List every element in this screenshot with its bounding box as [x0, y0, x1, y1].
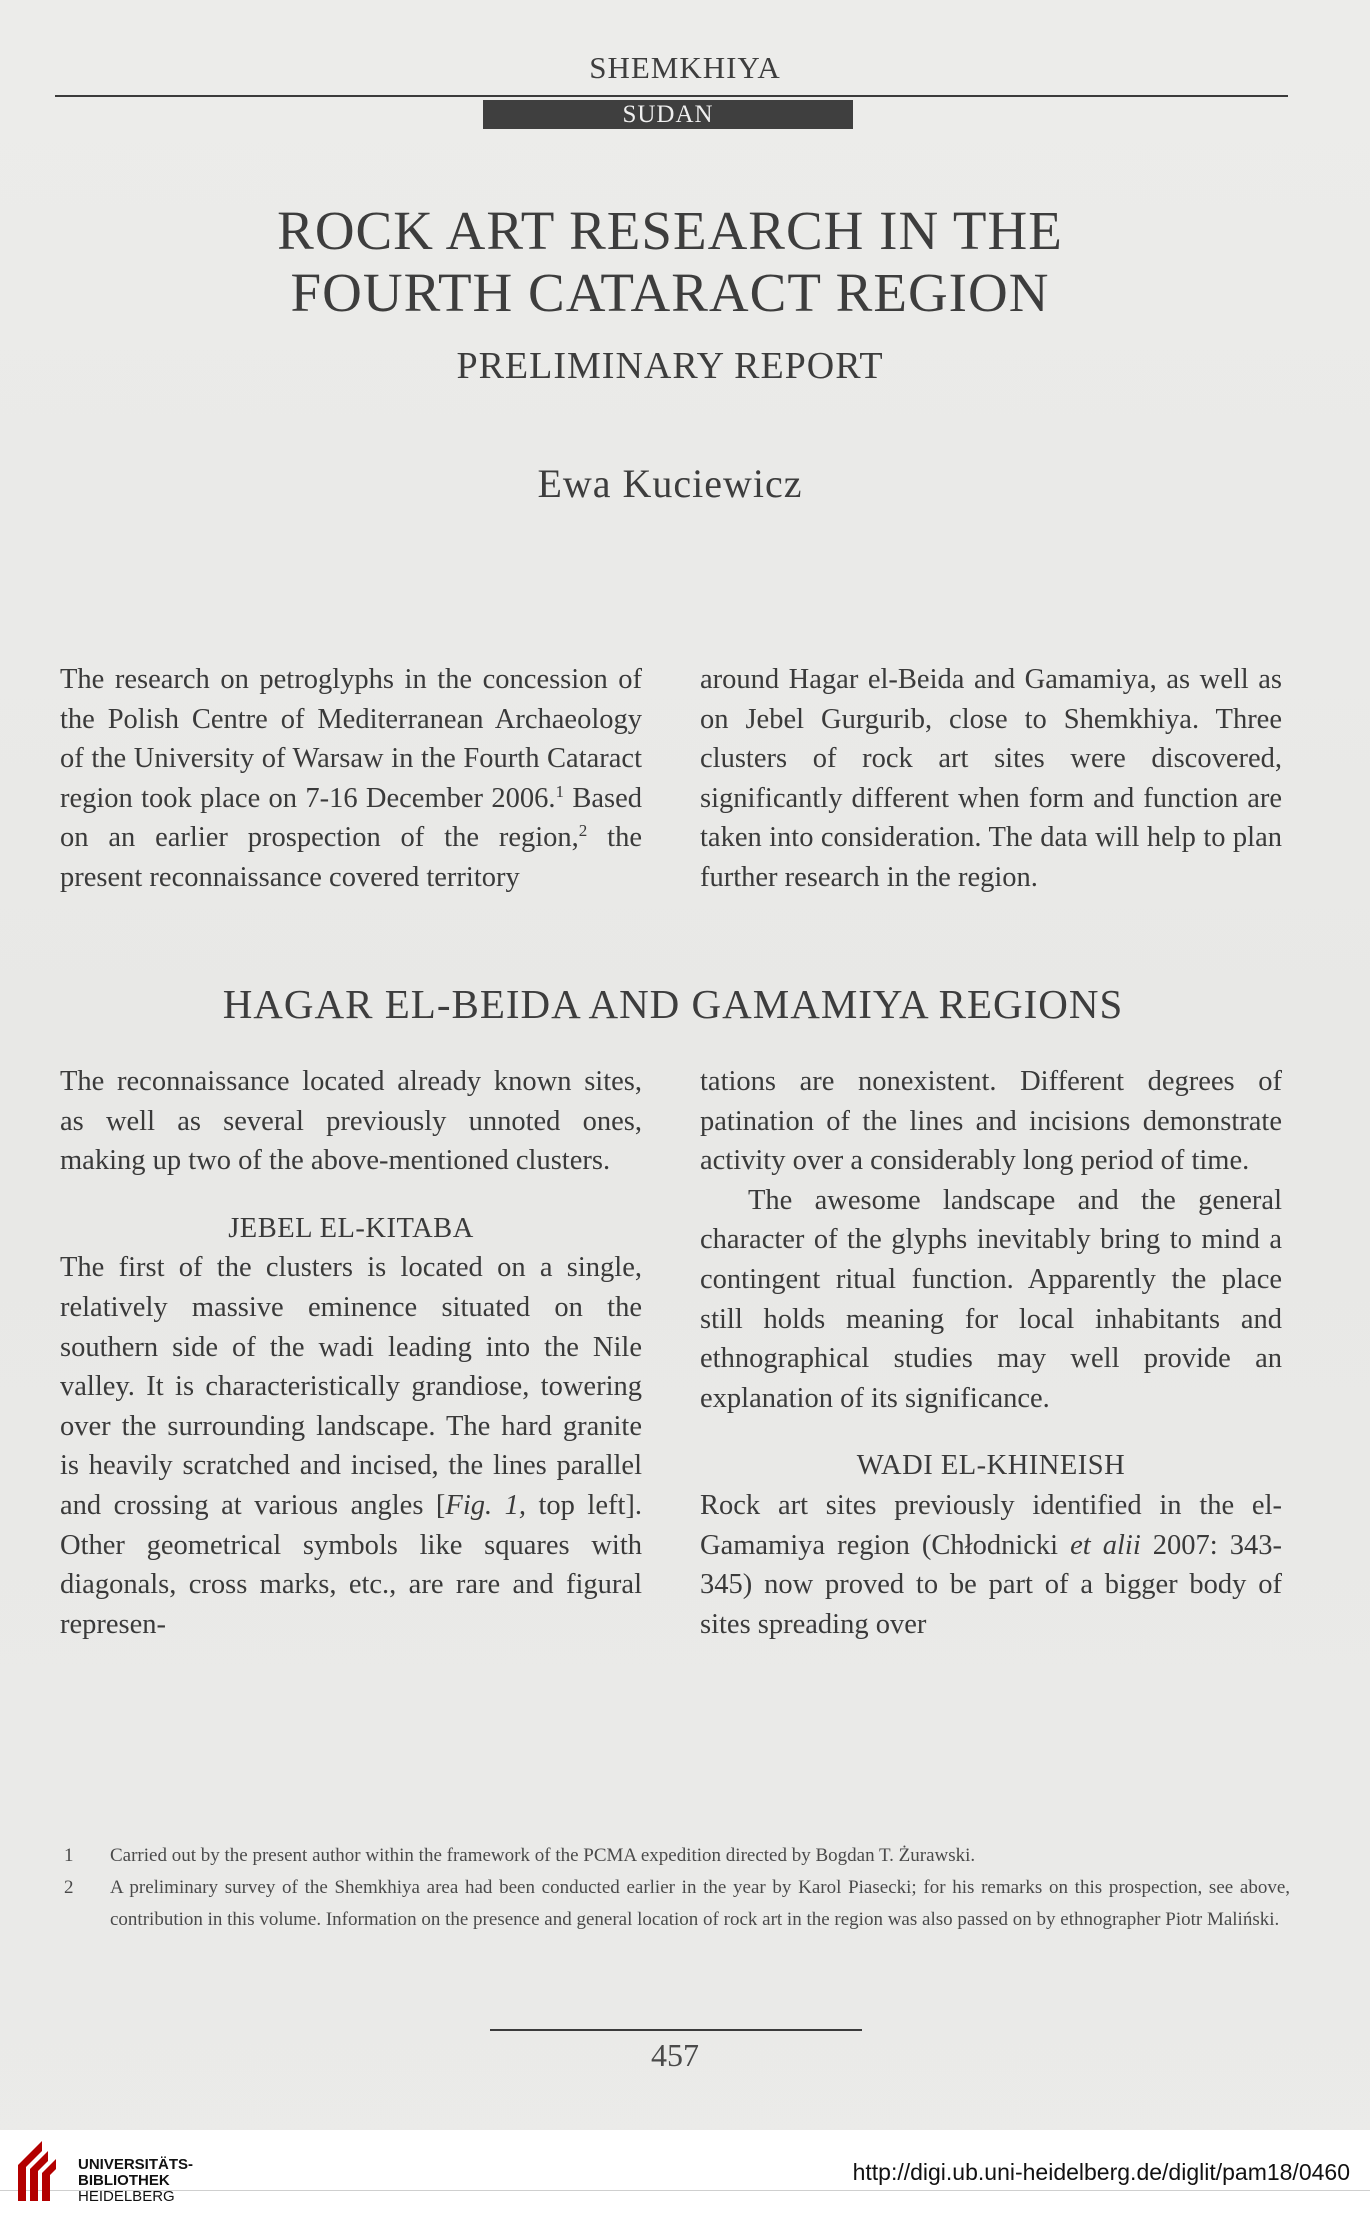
- page-number-rule: [490, 2029, 862, 2031]
- body-paragraph: tations are nonexistent. Different degrees of patination of the lines and incisions demonstrate activity over a considerably long period of time.: [700, 1066, 1282, 1177]
- footer-divider: [0, 2190, 1370, 2191]
- body-paragraph: The reconnaissance located already known sites, as well as several previously unnoted ones, making up two of the above-mentioned clusters.: [60, 1066, 642, 1177]
- title-line: FOURTH CATARACT REGION: [290, 262, 1050, 323]
- subsection-heading: WADI EL-KHINEISH: [856, 1450, 1126, 1482]
- footnote-number: 1: [64, 1845, 74, 1866]
- source-url-link[interactable]: http://digi.ub.uni-heidelberg.de/diglit/pam18/0460: [852, 2159, 1350, 2185]
- body-right-column: [700, 1062, 1282, 1644]
- footnote: [60, 1840, 1290, 1872]
- figure-reference: Fig. 1,: [445, 1489, 526, 1521]
- intro-paragraph: The research on petroglyphs in the concession of the Polish Centre of Mediterranean Archaeology of the University of Warsaw in the Fourth Cataract region took place on 7-16 December 2006.$^1$ Based on an earlier prospection of the region,$^2$ the present reconnaissance covered territory: [60, 664, 642, 893]
- footnote-text: Carried out by the present author within the framework of the PCMA expedition directed by Bogdan T. Żurawski.: [110, 1845, 976, 1866]
- article-subtitle: PRELIMINARY REPORT: [456, 345, 884, 387]
- footnote: [60, 1872, 1290, 1936]
- library-logo-icon: [14, 2135, 72, 2207]
- footnotes: [60, 1840, 1290, 1936]
- article-author: Ewa Kuciewicz: [537, 461, 803, 506]
- running-head: SHEMKHIYA: [589, 50, 781, 85]
- footnote-number: 2: [64, 1877, 74, 1898]
- subsection-heading: JEBEL EL-KITABA: [228, 1212, 474, 1244]
- article-title: [0, 200, 1340, 324]
- intro-left-column: [60, 660, 642, 898]
- body-left-column: [60, 1062, 642, 1644]
- intro-paragraph-continued: around Hagar el-Beida and Gamamiya, as well as on Jebel Gurgurib, close to Shemkhiya. Three clusters of rock art sites were discovered, significantly different when form and function are taken into consideration. The data will help to plan further research in the region.: [700, 664, 1282, 893]
- italic-citation: et alii: [1070, 1529, 1141, 1561]
- section-heading: HAGAR EL-BEIDA AND GAMAMIYA REGIONS: [222, 981, 1124, 1027]
- footnote-ref: 1: [555, 781, 565, 801]
- section-label: SUDAN: [483, 100, 853, 129]
- body-paragraph: The first of the clusters is located on a single, relatively massive eminence situated on the southern side of the wadi leading into the Nile valley. It is characteristically grandiose, towering over the surrounding landscape. The hard granite is heavily scratched and incised, the lines parallel and crossing at various angles [Fig. 1, top left]. Other geometrical symbols like squares with diagonals, cross marks, etc., are rare and figural represen-: [60, 1252, 642, 1640]
- intro-right-column: [700, 660, 1282, 898]
- footnote-text: A preliminary survey of the Shemkhiya area had been conducted earlier in the year by Karol Piasecki; for his remarks on this prospection, see above, contribution in this volume. Information on the presence and general location of rock art in the region was also passed on by ethnographer Piotr Maliński.: [110, 1877, 1290, 1930]
- footnote-ref: 2: [578, 821, 588, 841]
- header-rule: [55, 95, 1288, 97]
- body-paragraph: The awesome landscape and the general character of the glyphs inevitably bring to mind a contingent ritual function. Apparently the place still holds meaning for local inhabitants and ethnographical studies may well provide an explanation of its significance.: [700, 1184, 1282, 1414]
- title-line: ROCK ART RESEARCH IN THE: [277, 200, 1063, 261]
- library-name: UNIVERSITÄTS- BIBLIOTHEK HEIDELBERG: [78, 2156, 194, 2205]
- body-paragraph: Rock art sites previously identified in the el-Gamamiya region (Chłodnicki et alii 2007: 343-345) now proved to be part of a bigger body of sites spreading over: [700, 1489, 1282, 1640]
- page-number: 457: [651, 2037, 699, 2073]
